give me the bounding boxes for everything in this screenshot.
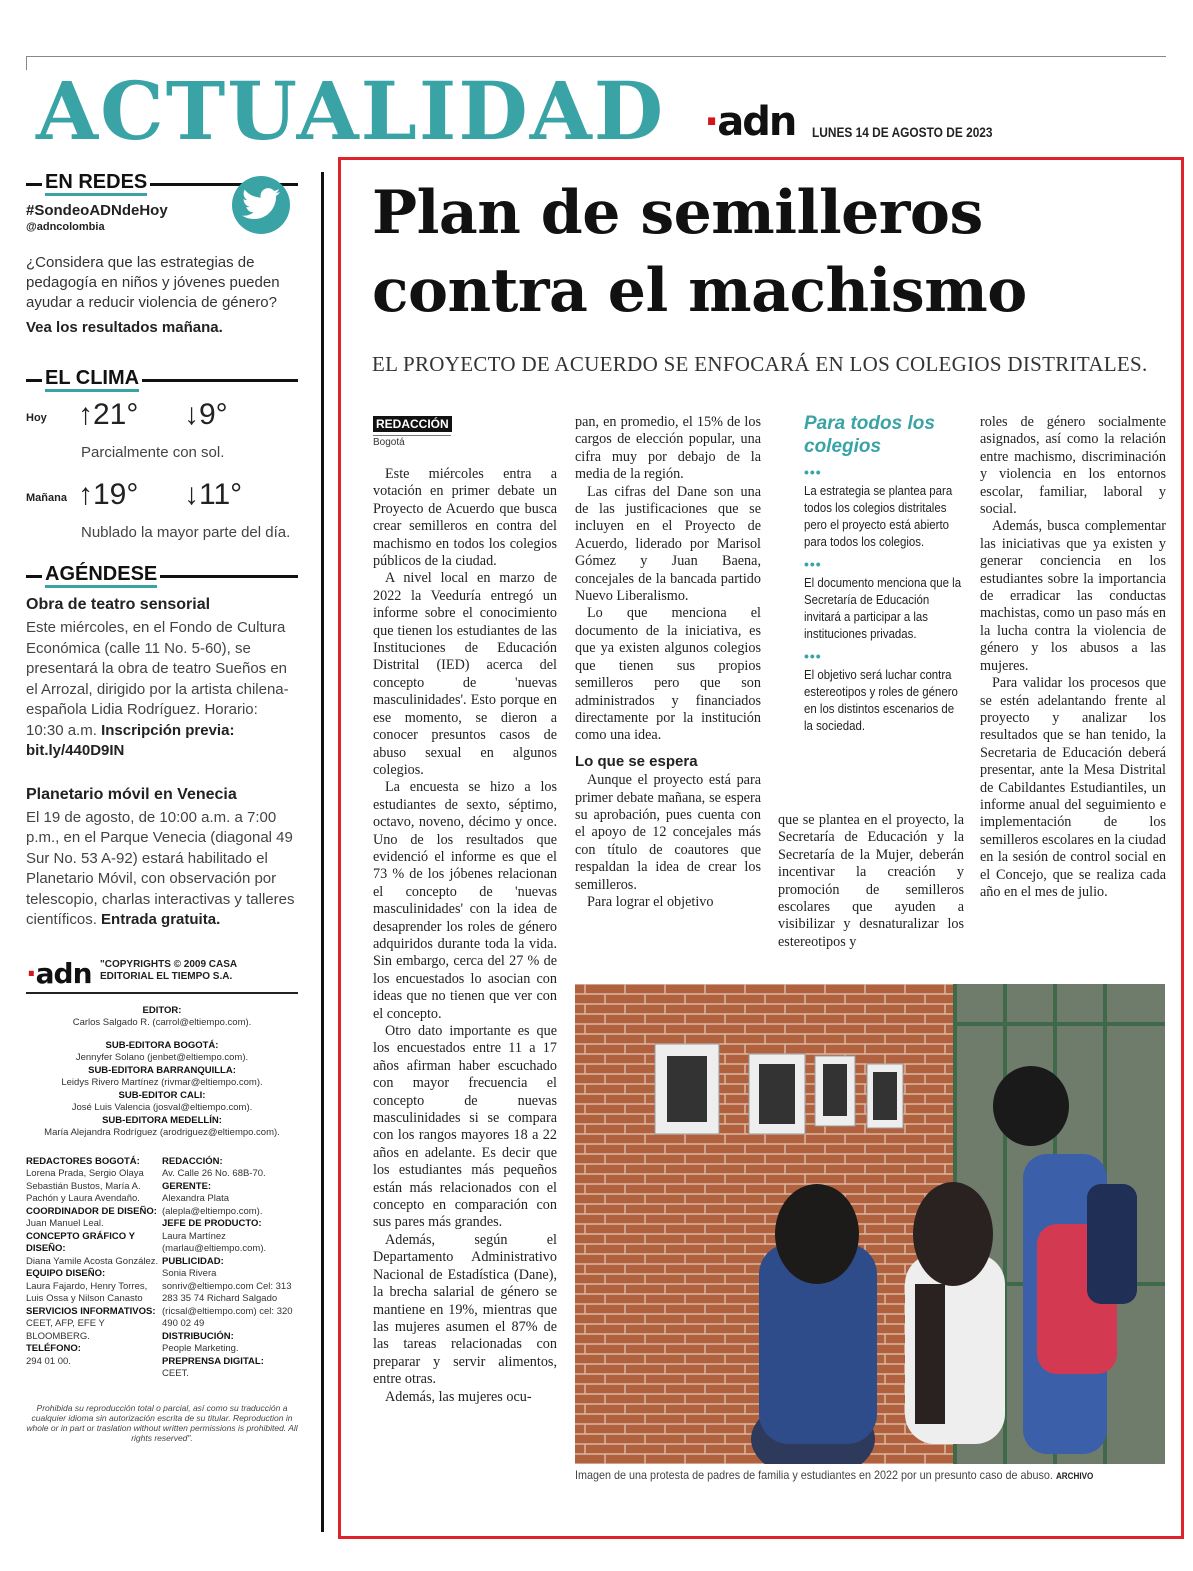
poll-hashtag: #SondeoADNdeHoy [26, 202, 168, 219]
credit-role: REDACTORES BOGOTÁ: [26, 1155, 140, 1167]
credit-role: GERENTE: [162, 1180, 212, 1192]
info-dots: ••• [804, 648, 822, 664]
article-photo [575, 984, 1165, 1464]
imprint-copyright [100, 959, 237, 983]
credit-role: EDITOR: [142, 1004, 182, 1016]
credit-block [26, 1005, 298, 1030]
weather-low: ↓11° [184, 478, 243, 511]
left-sidebar [26, 170, 298, 1443]
weather-high: ↑21° [78, 398, 139, 431]
credit-columns [26, 1156, 298, 1381]
credit-role: SUB-EDITORA MEDELLÍN: [102, 1114, 222, 1126]
credit-names: 294 01 00. [26, 1355, 71, 1367]
article-column-2 [575, 414, 761, 911]
credit-block [26, 1065, 298, 1090]
brand-logo: ·adn [704, 99, 796, 145]
credit-names: CEET, AFP, EFE Y BLOOMBERG. [26, 1318, 105, 1342]
article-column-4 [980, 414, 1166, 901]
byline [373, 415, 452, 448]
imprint-logo: ·adn [26, 956, 92, 990]
credit-col-left [26, 1156, 162, 1381]
article-column-1 [373, 466, 557, 1406]
top-rule-tick [26, 56, 27, 70]
caption-text: Imagen de una protesta de padres de familia y estudiantes en 2022 por un presunto caso de abuso. [575, 1468, 1053, 1482]
paragraph: que se plantea en el proyecto, la Secretaría de Educación y la Secretaría de la Mujer, deberán incentivar la creación y promoción de semilleros escolares que ayuden a visibilizar y desnaturalizar los estereotipos y [778, 812, 964, 950]
subhead: Lo que se espera [575, 752, 698, 770]
poll-handle: @adncolombia [26, 221, 105, 233]
poll-note: Vea los resultados mañana. [26, 319, 223, 336]
info-box [804, 412, 964, 734]
credit-block [26, 1040, 298, 1065]
credit-role: SUB-EDITOR CALI: [118, 1089, 206, 1101]
legal-notice: Prohibida su reproducción total o parcial, así como su traducción a cualquier idioma sin autorización escrita de su titular. Reproduction in whole or in part or traslation without written permissions is prohibited. All rights reserved". [26, 1402, 298, 1443]
credit-role: SUB-EDITORA BARRANQUILLA: [88, 1064, 236, 1076]
credit-names: Lorena Prada, Sergio Olaya Sebastián Bustos, María A. Pachón y Laura Avendaño. [26, 1168, 144, 1204]
credit-names: Sonia Rivera sonriv@eltiempo.com Cel: 313 283 35 74 Richard Salgado (ricsal@eltiempo.com) cel: 320 490 02 49 [162, 1268, 293, 1329]
credit-role: SUB-EDITORA BOGOTÁ: [105, 1039, 219, 1051]
paragraph: Además, busca complementar las iniciativas que ya existen y generar conciencia en los estudiantes sobre la importancia de erradicar las conductas machistas, como un paso más en la lucha contra la violencia de género y los abusos a las mujeres. [980, 518, 1166, 674]
info-dots: ••• [804, 464, 822, 480]
weather-today [26, 398, 298, 478]
credit-role: SERVICIOS INFORMATIVOS: [26, 1305, 156, 1317]
credit-names: Carlos Salgado R. (carrol@eltiempo.com). [72, 1017, 252, 1028]
redes-heading-label: EN REDES [45, 171, 147, 196]
event-emphasis[interactable]: Inscripción previa: bit.ly/440D9IN [26, 721, 235, 759]
credit-role: EQUIPO DISEÑO: [26, 1268, 106, 1279]
redes-section [26, 170, 298, 336]
weather-desc: Parcialmente con sol. [81, 444, 225, 461]
credit-names: Alexandra Plata (alepla@eltiempo.com). [162, 1193, 263, 1217]
credit-role: CONCEPTO GRÁFICO Y DISEÑO: [26, 1230, 135, 1254]
paragraph: Además, las mujeres ocu- [385, 1388, 532, 1405]
event-text: El 19 de agosto, de 10:00 a.m. a 7:00 p.m., en el Parque Venecia (diagonal 49 Sur No. 53 A-92) estará habilitado el Planetario Móvil, con observación por telescopio, charlas interactivas y talleres científicos. [26, 808, 295, 928]
event-title: Planetario móvil en Venecia [26, 785, 237, 803]
weather-tomorrow [26, 478, 298, 558]
imprint-credits [26, 1005, 298, 1443]
paragraph: Lo que menciona el documento de la iniciativa, es que ya existen algunos colegios que tienen sus propios semilleros pero que son administrados y financiados directamente por la institución como una idea. [575, 605, 761, 744]
credit-names: Av. Calle 26 No. 68B-70. [162, 1168, 266, 1179]
event-body [26, 808, 298, 931]
credit-role: PREPRENSA DIGITAL: [162, 1355, 264, 1367]
event-emphasis: Entrada gratuita. [101, 911, 221, 928]
credit-names: Jennyfer Solano (jenbet@eltiempo.com). [75, 1052, 249, 1063]
article-headline: Plan de semilleros contra el machismo [372, 178, 1027, 326]
credit-role: COORDINADOR DE DISEÑO: [26, 1205, 157, 1217]
issue-date: LUNES 14 DE AGOSTO DE 2023 [812, 124, 993, 140]
photo-illustration [575, 984, 1165, 1464]
credit-names: María Alejandra Rodríguez (arodriguez@eltiempo.com). [44, 1127, 280, 1138]
info-item: El objetivo será luchar contra estereotipos y roles de género en los distintos escenarios de la sociedad. [804, 667, 958, 733]
photo-caption [575, 1468, 1093, 1482]
article-deck: EL PROYECTO DE ACUERDO SE ENFOCARÁ EN LOS COLEGIOS DISTRITALES. [372, 352, 1148, 376]
event-title: Obra de teatro sensorial [26, 596, 211, 613]
credit-block [26, 1115, 298, 1140]
credit-names: José Luis Valencia (josval@eltiempo.com). [71, 1102, 253, 1113]
credit-names: Leidys Rivero Martínez (rivmar@eltiempo.com). [61, 1077, 263, 1088]
copyright-line: EDITORIAL EL TIEMPO S.A. [100, 970, 233, 982]
credit-names: Laura Fajardo, Henry Torres, Luis Ossa y Nilson Canasto [26, 1280, 148, 1304]
byline-tag: REDACCIÓN [373, 416, 452, 432]
paragraph: A nivel local en marzo de 2022 la Veeduría entregó un informe sobre el conocimiento que tienen los estudiantes de las Instituciones de Educación Distrital (IED) acerca del concepto de 'nuevas masculinidades'. Esto porque en ese momento, se dieron a conocer presuntos casos de abuso sexual en algunos colegios. [373, 570, 557, 778]
imprint-header [26, 956, 298, 995]
credit-block [26, 1090, 298, 1115]
credit-names: Diana Yamile Acosta González. [26, 1255, 159, 1267]
agenda-heading-label: AGÉNDESE [45, 563, 157, 588]
paragraph: Otro dato importante es que los encuestados entre 11 a 17 años afirman haber escuchado con mayor frecuencia el concepto de nuevas masculinidades si se compara con los rangos mayores 18 a 22 años en adelante. Es decir que los estudiantes más pequeños están más relacionados con el concepto en comparación con sus pares más grandes. [373, 1023, 557, 1231]
paragraph: Aunque el proyecto está para primer debate mañana, se espera su aprobación, pues cuenta con el apoyo de 12 concejales más con título de coautores que respaldan la idea de crear los semilleros. [575, 772, 761, 893]
credit-role: DISTRIBUCIÓN: [162, 1330, 234, 1342]
info-item: El documento menciona que la Secretaría de Educación invitará a participar a las instituciones privadas. [804, 575, 962, 641]
clima-heading-label: EL CLIMA [45, 367, 139, 392]
credit-names: Juan Manuel Leal. [26, 1218, 104, 1229]
clima-heading [26, 366, 298, 390]
paragraph: pan, en promedio, el 15% de los cargos de elección popular, una cifra muy por debajo de la media de la región. [575, 414, 761, 483]
info-dots: ••• [804, 556, 822, 572]
poll-question: ¿Considera que las estrategias de pedagogía en niños y jóvenes pueden ayudar a reducir violencia de género? [26, 254, 280, 311]
section-title: ACTUALIDAD [36, 64, 666, 158]
weather-day: Mañana [26, 492, 67, 504]
clima-section [26, 366, 298, 558]
info-item: La estrategia se plantea para todos los colegios distritales pero el proyecto está abierto para todos los colegios. [804, 483, 953, 549]
paragraph: roles de género socialmente asignados, así como la relación entre machismo, discriminación y violencia en los entornos escolar, familiar, laboral y social. [980, 414, 1166, 518]
credit-role: REDACCIÓN: [162, 1155, 223, 1167]
imprint-logo-text: adn [35, 956, 92, 990]
copyright-line: "COPYRIGHTS © 2009 CASA [100, 958, 238, 970]
brand-logo-text: adn [717, 99, 796, 145]
column-divider [321, 172, 324, 1532]
photo-credit: ARCHIVO [1055, 1471, 1094, 1481]
weather-desc: Nublado la mayor parte del día. [81, 524, 291, 541]
paragraph: Para validar los procesos que se estén adelantando frente al proyecto y analizar los resultados que se han tenido, la Secretaria de Educación deberá presentar, ante la Mesa Distrital de Cabildantes Estudiantiles, un informe anual del seguimiento e implementación de los semilleros escolares en la ciudad en la sesión de control social en el Concejo, que se realiza cada año en el mes de julio. [980, 675, 1166, 900]
paragraph: Las cifras del Dane son una de las justificaciones que se incluyen en el Proyecto de Acuerdo, liderado por Marisol Gómez y Juan Baena, concejales de la bancada partido Nuevo Liberalismo. [575, 483, 761, 605]
event-text: Este miércoles, en el Fondo de Cultura Económica (calle 11 No. 5-60), se presentará la obra de teatro Sueños en el Arrozal, dirigido por la artista chilena-española Lidia Rodríguez. Horario: 10:30 a.m. [26, 619, 289, 739]
credit-names: Laura Martínez (marlau@eltiempo.com). [162, 1230, 267, 1254]
agenda-section [26, 562, 298, 931]
event-body [26, 618, 298, 762]
article-column-3 [778, 812, 964, 951]
weather-day: Hoy [26, 412, 47, 424]
credit-names: CEET. [162, 1368, 189, 1379]
paragraph: Este miércoles entra a votación en primer debate un Proyecto de Acuerdo que busca crear semilleros en contra del machismo en todos los colegios públicos de la ciudad. [373, 466, 557, 570]
credit-role: PUBLICIDAD: [162, 1255, 224, 1267]
top-rule [26, 56, 1166, 57]
credit-role: JEFE DE PRODUCTO: [162, 1218, 262, 1229]
byline-place: Bogotá [373, 435, 451, 448]
info-box-title: Para todos los colegios [804, 413, 935, 457]
twitter-bird-icon [232, 176, 290, 234]
paragraph: La encuesta se hizo a los estudiantes de sexto, séptimo, octavo, noveno, décimo y once. Uno de los resultados que evidenció el informe es que el 73 % de los jóbenes relacionan el concepto de 'nuevas masculinidades' con la idea de desaprender los roles de género adquiridos durante toda la vida. Sin embargo, cerca del 27 % de los encuestados lo asocian con ideas que no tienen que ver con el concepto. [373, 779, 557, 1022]
weather-high: ↑19° [78, 478, 139, 511]
credit-role: TELÉFONO: [26, 1343, 81, 1354]
agenda-heading [26, 562, 298, 586]
weather-low: ↓9° [184, 398, 228, 431]
paragraph: Además, según el Departamento Administrativo Nacional de Estadística (Dane), la brecha salarial de género se mantiene en 19%, mientras que las mujeres asumen el 87% de las tareas relacionadas con preparar y servir alimentos, entre otras. [373, 1231, 557, 1388]
paragraph: Para lograr el objetivo [587, 893, 714, 910]
credit-col-right [162, 1156, 298, 1381]
credit-names: People Marketing. [162, 1343, 239, 1354]
